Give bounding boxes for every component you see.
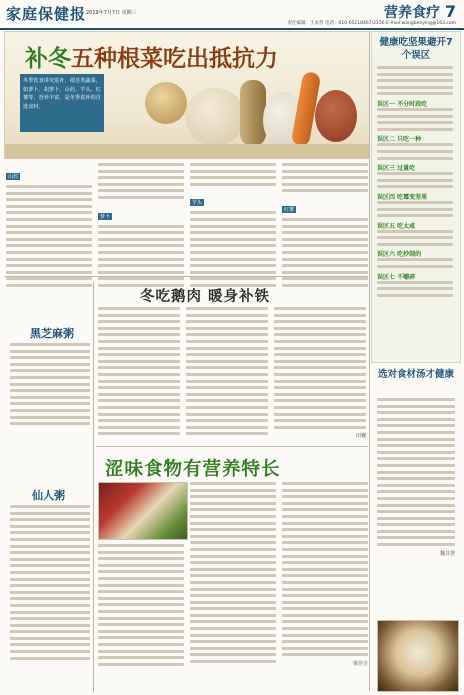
sidebar-subhead: 误区七 不嚼碎 [377, 273, 416, 281]
astringent-author: 梁佳吉 [352, 661, 368, 668]
fruit-photo [98, 482, 188, 540]
astringent-col-3 [282, 482, 368, 667]
hero-title-sub: 五种根菜吃出抵抗力 [71, 46, 278, 72]
sidebar-subhead: 误区五 吃太咸 [377, 222, 416, 230]
soup-author: 魏芬慧 [439, 550, 455, 557]
page-number: 7 [444, 2, 456, 21]
sidebar-subhead: 误区二 只吃一种 [377, 136, 422, 144]
sidebar-subhead: 误区六 吃炒制的 [377, 251, 422, 259]
goose-article-title: 冬吃鹅肉 暖身补铁 [140, 289, 271, 305]
yam-illustration [240, 80, 266, 146]
goose-col-1 [98, 307, 180, 439]
sidebar-subhead: 误区四 吃霉变坚果 [377, 193, 428, 201]
section-name [384, 2, 456, 22]
sidebar-soup-body [377, 398, 455, 557]
sidebar-subhead: 误区一 不分时段吃 [377, 100, 428, 108]
black-sesame-title: 黑芝麻粥 [30, 327, 74, 340]
goose-col-2 [186, 307, 268, 439]
hero-title [25, 40, 278, 73]
article-col-2 [98, 163, 184, 291]
sidebar-soup-title: 选对食材汤才健康 [378, 369, 455, 380]
soup-photo [377, 620, 459, 692]
sidebar-nuts-title: 健康吃坚果避开7个误区 [379, 37, 453, 61]
newspaper-name: 家庭保健报 [6, 5, 87, 23]
section-name-text: 营养食疗 [383, 5, 440, 21]
keyword-tag: 山药 [8, 174, 19, 180]
sweet-potato-illustration [315, 90, 357, 142]
black-sesame-body [10, 343, 90, 429]
astringent-article-title: 涩味食物有营养特长 [105, 459, 281, 480]
hero-title-main: 补冬 [25, 46, 71, 72]
article-col-4 [282, 163, 368, 291]
hero-banner [4, 31, 370, 159]
section-divider [96, 446, 368, 447]
sidebar-nuts-body [377, 66, 453, 300]
keyword-tag: 萝卜 [100, 213, 111, 220]
astringent-col-2 [190, 482, 276, 667]
immortal-porridge-body [10, 505, 90, 663]
header-rule [0, 28, 464, 30]
sidebar-divider [369, 31, 370, 691]
table-surface [5, 144, 369, 158]
contact-line: 责任编辑：王本营 电话：010-65118467/2156 E-mail:wangbenying@163.com [287, 21, 456, 26]
issue-date: 2019年7月7日 星期三 [86, 10, 137, 16]
turnip-illustration [185, 88, 245, 146]
hero-caption: 冬季饮食讲究进补，根茎类蔬菜，如萝卜、胡萝卜、山药、芋头、红薯等，营养丰富，是冬季进补的首选食材。 [20, 74, 104, 132]
goose-col-3 [274, 307, 366, 439]
section-divider [4, 276, 368, 277]
immortal-porridge-title: 仙人粥 [32, 489, 65, 502]
keyword-tag: 红薯 [284, 206, 295, 213]
astringent-col-1 [98, 544, 184, 669]
article-col-1 [6, 163, 92, 291]
taro-illustration [145, 82, 187, 124]
sidebar-subhead: 误区三 过量吃 [377, 165, 416, 173]
goose-author: 田巍 [355, 433, 366, 440]
article-col-3 [190, 163, 276, 291]
column-divider [93, 282, 94, 692]
keyword-tag: 芋头 [192, 200, 203, 207]
